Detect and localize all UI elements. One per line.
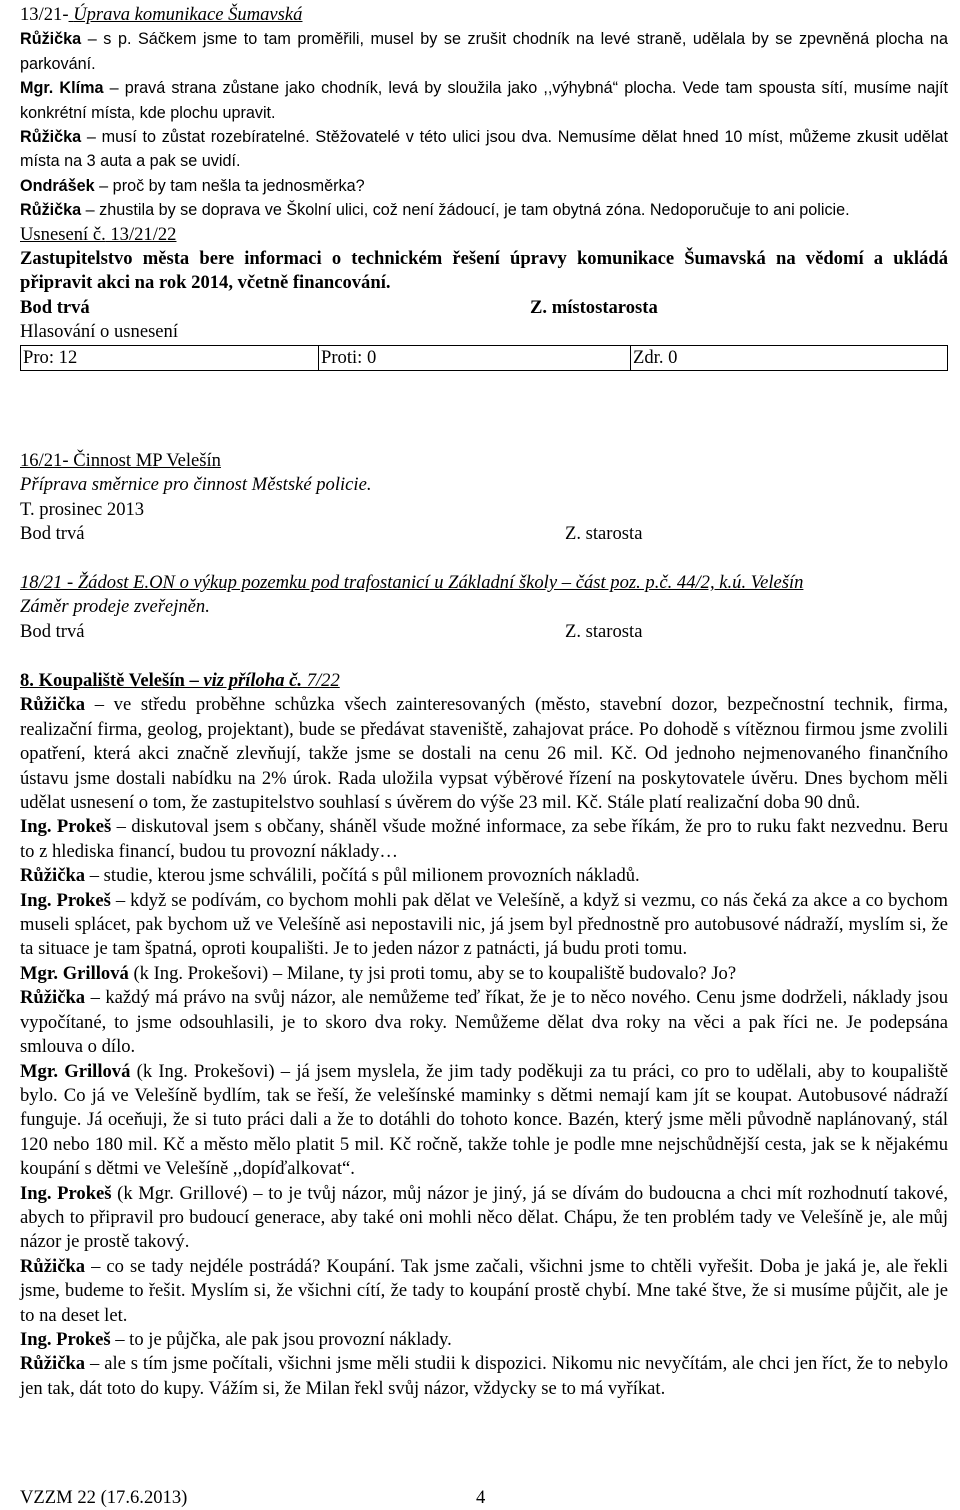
speech-text: – ale s tím jsme počítali, všichni jsme měli studii k dispozici. Nikomu nic nevyčítám, ale chci jen říct, že to nebylo jen tak, dát toto do kupy. Vážím si, že Milan řekl svůj názor, vždycky se to má vyříkat.	[20, 1353, 948, 1399]
speech-text: (k Mgr. Grillové) – to je tvůj názor, můj názor je jiný, já se dívám do budoucna a chci mít rozhodnutí takové, abych to připravil pro budoucí generace, aby také oni mohli něco dělat. Chápu, že ten problém tady ve Velešíně je, ale můj názor je prostě takový.	[20, 1182, 948, 1253]
page-footer	[20, 1486, 486, 1510]
responsible-person: Z. místostarosta	[530, 296, 658, 318]
speaker-name: Růžička	[20, 1353, 86, 1375]
paragraph	[20, 693, 948, 815]
discussion	[20, 693, 948, 1401]
speaker-name: Růžička	[20, 694, 86, 716]
section-eon	[20, 571, 948, 644]
paragraph	[20, 125, 948, 174]
speech-text: Stěžovatelé v této ulici jsou dva. Nemusíme dělat hned 10 míst, můžeme zkusit udělat místa na 3 auta a pak se uvidí.	[20, 128, 948, 171]
page-number: 4	[476, 1487, 486, 1508]
speaker-name: Růžička	[20, 1255, 86, 1277]
speaker-name: Růžička	[20, 201, 82, 220]
speaker-name: Mgr. Grillová	[20, 1060, 131, 1082]
speech-text: – musí to zůstat rozebíratelné.	[81, 128, 310, 147]
speech-text: – ve středu proběhne schůzka všech zainteresovaných (město, stavební dozor, bezpečnostní technik, firma, realizační firma, geolog, projektant), bude se předávat staveniště, zahajovat práce. Po dohodě s vítěznou firmou jsme zvolili opatření, která akci značně zlevňují, takže jsme se dostali na cenu 26 mil. Kč. Od jednoho nejmenovaného finančního ústavu jsme dostali nabídku na 2% úrok. Rada uložila vypsat výběrové řízení na poskytovatele úvěru. Dnes bychom měli udělat usnesení o tom, že zastupitelstvo souhlasí s úvěrem do výše 23 mil. Kč. Stále platí realizační doba 90 dnů.	[20, 694, 948, 814]
speaker-name: Růžička	[20, 987, 86, 1009]
paragraph	[20, 864, 948, 888]
speech-text: – každý má právo na svůj názor, ale nemůžeme teď říkat, že je to něco nového. Cenu jsme dodrželi, náklady jsou vypočítané, to jsme odsouhlasili, je to skoro dva roky. Nemůžeme dělat dva roky na věci a pak říci ne. Je podepsána smlouva o dílo.	[20, 987, 948, 1058]
speech-text: – pravá strana zůstane jako chodník, levá by sloužila jako ,,výhybná“ plocha. Vede tam spousta sítí, musíme najít konkrétní místa, kde plochu upravit.	[20, 79, 948, 122]
paragraph	[20, 1255, 948, 1328]
vote-zdr: Zdr. 0	[630, 346, 947, 370]
deadline-text: T. prosinec 2013	[20, 498, 145, 520]
speech-text: – co se tady nejdéle postrádá? Koupání. Tak jsme začali, všichni jsme to chtěli vyřešit. Doba je jaká je, ale řekli jsme, budeme to řešit. Myslím si, že všichni cítí, že tady to koupání prostě chybí. Mne také štve, že si musíme půjčit, ale je to na deset let.	[20, 1255, 948, 1326]
paragraph	[20, 1060, 948, 1182]
resolution-label: Usnesení č. 13/21/22	[20, 223, 177, 245]
resolution-text: Zastupitelstvo města bere informaci o technickém řešení úpravy komunikace Šumavská na vědomí a ukládá připravit akci na rok 2014, včetně financování.	[20, 248, 948, 294]
section-number: 13/21-	[20, 4, 69, 25]
speaker-name: Mgr. Klíma	[20, 79, 104, 98]
responsible-person: Z. starosta	[565, 620, 643, 642]
speaker-name: Ing. Prokeš	[20, 1182, 112, 1204]
section-title	[20, 3, 948, 27]
status-text: Bod trvá	[20, 523, 85, 545]
speaker-name: Růžička	[20, 128, 82, 147]
speech-text: – s p. Sáčkem jsme to tam proměřili, musel by se zrušit chodník na levé straně, udělala by se zpevněná plocha na parkování.	[20, 30, 948, 73]
speech-text: (k Ing. Prokešovi) – Milane, ty jsi proti tomu, aby se to koupaliště budovalo? Jo?	[128, 962, 737, 984]
speaker-name: Mgr. Grillová	[20, 962, 129, 984]
speech-text: – studie, kterou jsme schválili, počítá s půl milionem provozních nákladů.	[85, 865, 640, 887]
paragraph	[20, 815, 948, 864]
speech-text: (k Ing. Prokešovi) – já jsem myslela, že jim tady poděkuji za tu práci, co pro to udělali, aby to koupaliště bylo. Co já ve Velešíně bydlím, tak se řeší, že velešínské maminky s dětmi nemají kam jít se koupat. Autobusové nádraží funguje. Já oceňuji, že si tuto práci dali a že to dotáhli do tohoto konce. Bazén, který jsme měli původně naplánovaný, stál 120 nebo 180 mil. Kč a město mělo platit 5 mil. Kč ročně, takže tohle je podle mne nejschůdnější cesta, jak se k nějakému koupání s dětmi ve Velešíně ,,dopíďalkovat“.	[20, 1060, 948, 1180]
status-row	[20, 296, 948, 320]
paragraph	[20, 76, 948, 125]
speaker-name: Růžička	[20, 865, 86, 887]
paragraph	[20, 174, 948, 198]
status-row	[20, 522, 948, 546]
paragraph	[20, 962, 948, 986]
speaker-name: Ondrášek	[20, 176, 95, 195]
status-text: Bod trvá	[20, 620, 85, 642]
speech-text: – když se podívám, co bychom mohli pak dělat ve Velešíně, a když si vezmu, co nás čeká za akce a co bychom museli splácet, pak bychom už ve Velešíně asi nepostavili nic, já jsem byl přednostně pro autobusové nádraží, myslím si, že ta situace je tam špatná, oproti koupališti. Je to jeden názor z patnácti, já budu proti tomu.	[20, 889, 948, 960]
paragraph	[20, 198, 948, 222]
vote-pro: Pro: 12	[23, 346, 78, 368]
speaker-name: Ing. Prokeš	[20, 816, 112, 838]
section-koupaliste	[20, 669, 948, 1401]
paragraph	[20, 27, 948, 76]
section-title: 18/21 - Žádost E.ON o výkup pozemku pod trafostanicí u Základní školy – část poz. p.č. 44/2, k.ú. Velešín	[20, 572, 804, 593]
paragraph	[20, 889, 948, 962]
responsible-person: Z. starosta	[565, 523, 643, 545]
section-title: 16/21- Činnost MP Velešín	[20, 450, 221, 471]
paragraph	[20, 986, 948, 1059]
speech-text: – proč by tam nešla ta jednosměrka?	[94, 176, 365, 195]
speech-text: – diskutoval jsem s občany, sháněl všude možné informace, za sebe říkám, že pro to ruku fakt nezvednu. Beru to z hlediska financí, budou tu provozní náklady…	[20, 816, 948, 862]
section-title-text: Úprava komunikace Šumavská	[73, 4, 303, 25]
speech-text: – zhustila by se doprava ve Školní ulici, což není žádoucí, je tam obytná zóna. Nedoporučuje to ani policie.	[81, 201, 850, 220]
section-title: 8. Koupaliště Velešín – viz příloha č. 7/22	[20, 670, 340, 691]
footer-doc-id: VZZM 22 (17.6.2013)	[20, 1487, 188, 1508]
paragraph	[20, 1352, 948, 1401]
vote-table	[20, 345, 948, 371]
speech-text: – to je půjčka, ale pak jsou provozní náklady.	[110, 1328, 452, 1350]
section-sumavska	[20, 3, 948, 371]
status-text: Bod trvá	[20, 296, 90, 318]
paragraph	[20, 1182, 948, 1255]
paragraph	[20, 1328, 948, 1352]
speaker-name: Růžička	[20, 30, 82, 49]
vote-proti: Proti: 0	[318, 346, 630, 370]
section-mp	[20, 449, 948, 547]
status-row	[20, 620, 948, 644]
speaker-name: Ing. Prokeš	[20, 1328, 111, 1350]
vote-title: Hlasování o usnesení	[20, 321, 179, 343]
task-text: Příprava směrnice pro činnost Městské policie.	[20, 474, 372, 496]
task-text: Záměr prodeje zveřejněn.	[20, 596, 210, 618]
speaker-name: Ing. Prokeš	[20, 889, 111, 911]
